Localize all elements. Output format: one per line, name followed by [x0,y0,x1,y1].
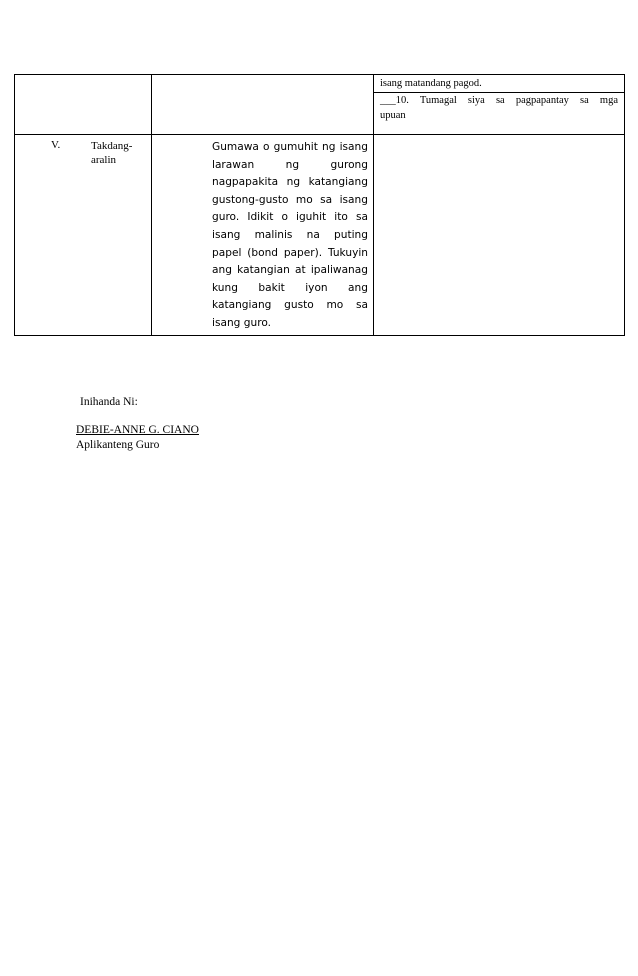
table-row [15,75,625,135]
instruction-line: guro. Idikit o iguhit ito sa [212,211,368,224]
table-cell-empty [152,75,374,135]
section-title [91,139,147,167]
section-label-cell [15,135,152,336]
continuation-cell [374,75,625,135]
signature-block [76,395,199,453]
instruction-line: kung bakit iyon ang [212,281,368,294]
author-name: DEBIE-ANNE G. CIANO [76,424,199,436]
section-title-line-2: aralin [91,154,117,166]
prepared-by-label: Inihanda Ni: [80,396,138,408]
table-cell-empty [374,135,625,336]
continuation-line-3: upuan [380,110,406,121]
instruction-line: papel (bond paper). Tukuyin [212,246,368,259]
instruction-line: larawan ng gurong [212,158,368,171]
instruction-line: Gumawa o gumuhit ng isang [212,141,368,153]
instruction-line: isang guro. [212,316,271,329]
section-number: V. [51,139,61,151]
instruction-line: ang katangian at ipaliwanag [212,264,368,277]
section-title-line-1: Takdang- [91,140,133,152]
table-cell-empty [15,75,152,135]
continuation-line-1: isang matandang pagod. [374,76,624,93]
author-role: Aplikanteng Guro [76,439,160,451]
instruction-line: gustong-gusto mo sa isang [212,193,368,206]
instruction-line: nagpapakita ng katangiang [212,176,368,189]
assignment-instructions [152,134,374,333]
instruction-line: isang malinis na puting [212,228,368,241]
instruction-line: katangiang gusto mo sa [212,299,368,312]
continuation-item-10: ___10. Tumagal siya sa pagpapantay sa mga [380,95,618,106]
